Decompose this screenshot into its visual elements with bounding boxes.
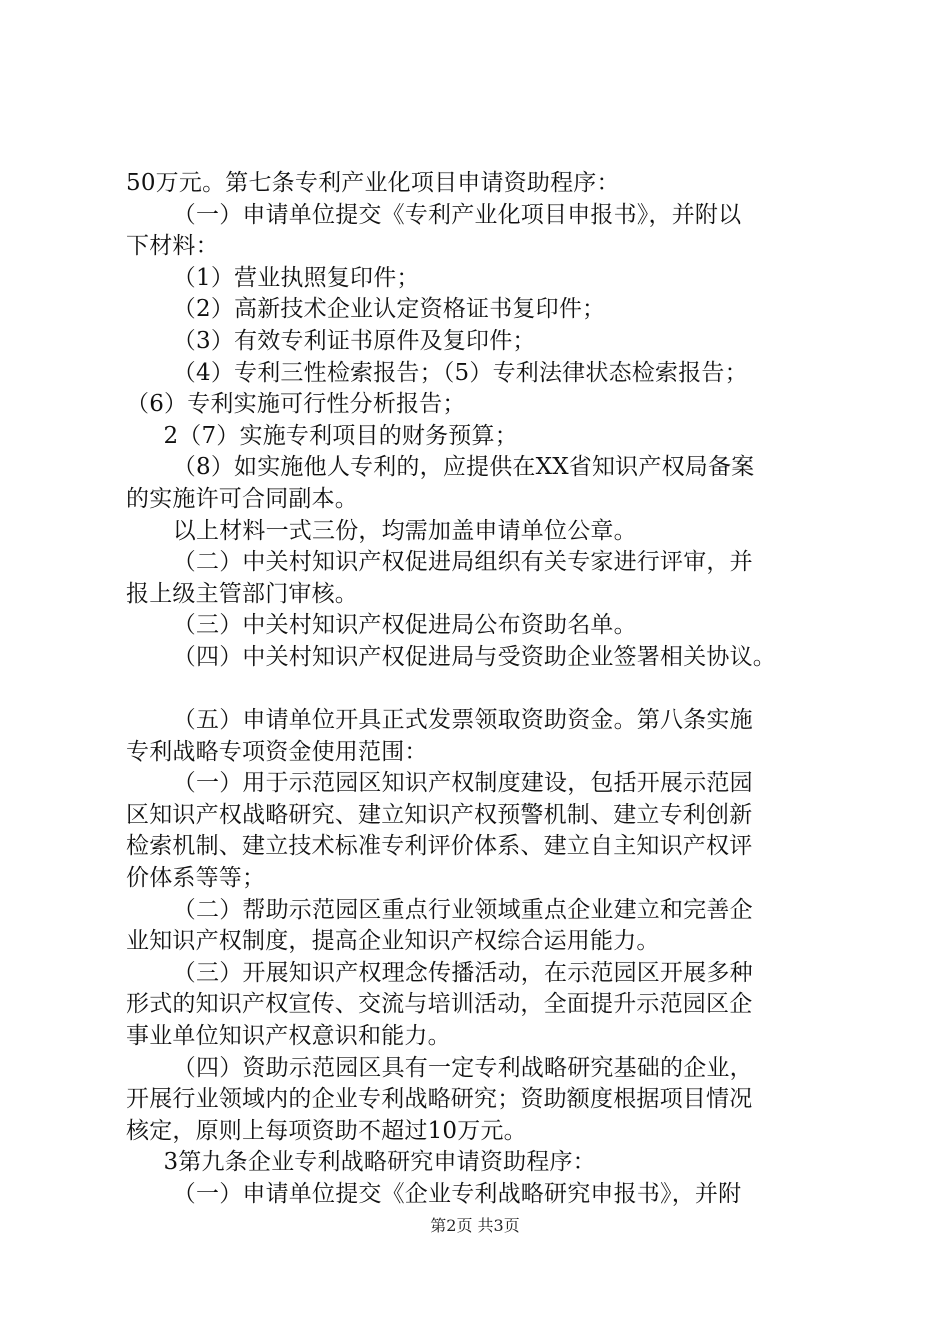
document-line: 形式的知识产权宣传、交流与培训活动，全面提升示范园区企: [126, 991, 753, 1018]
document-line: （四）资助示范园区具有一定专利战略研究基础的企业，: [172, 1054, 753, 1081]
document-line: 开展行业领域内的企业专利战略研究；资助额度根据项目情况: [126, 1086, 753, 1113]
document-line: （2）高新技术企业认定资格证书复印件；: [172, 296, 606, 323]
document-line: （3）有效专利证书原件及复印件；: [172, 327, 536, 354]
document-line: 价体系等等；: [126, 865, 266, 892]
document-line: （一）申请单位提交《专利产业化项目申报书》，并附以: [172, 201, 742, 228]
document-line: 下材料：: [126, 233, 219, 260]
document-line: 以上材料一式三份，均需加盖申请单位公章。: [172, 517, 637, 544]
document-body: [126, 168, 836, 1211]
document-line: （一）用于示范园区知识产权制度建设，包括开展示范园: [172, 770, 753, 797]
document-line: 报上级主管部门审核。: [126, 580, 358, 607]
document-line: （三）开展知识产权理念传播活动，在示范园区开展多种: [172, 959, 753, 986]
document-line: （四）中关村知识产权促进局与受资助企业签署相关协议。: [172, 643, 776, 670]
document-line: （五）申请单位开具正式发票领取资助资金。第八条实施: [172, 707, 753, 734]
document-line: 3第九条企业专利战略研究申请资助程序：: [163, 1149, 596, 1176]
document-line: 事业单位知识产权意识和能力。: [126, 1023, 451, 1050]
document-line: （二）中关村知识产权促进局组织有关专家进行评审，并: [172, 549, 753, 576]
document-line: 的实施许可合同副本。: [126, 485, 358, 512]
document-line: 2（7）实施专利项目的财务预算；: [163, 422, 518, 449]
document-line: 业知识产权制度，提高企业知识产权综合运用能力。: [126, 928, 660, 955]
document-line: [126, 674, 836, 706]
document-line: （一）申请单位提交《企业专利战略研究申报书》，并附: [172, 1181, 742, 1207]
document-line: 核定，原则上每项资助不超过10万元。: [126, 1117, 527, 1144]
document-line: 50万元。第七条专利产业化项目申请资助程序：: [126, 170, 620, 196]
document-line: 专利战略专项资金使用范围：: [126, 738, 428, 765]
document-line: （8）如实施他人专利的，应提供在XX省知识产权局备案: [172, 454, 755, 481]
document-line: （二）帮助示范园区重点行业领域重点企业建立和完善企: [172, 896, 753, 923]
document-line: （6）专利实施可行性分析报告；: [126, 391, 466, 418]
document-line: 区知识产权战略研究、建立知识产权预警机制、建立专利创新: [126, 801, 753, 828]
document-line: （1）营业执照复印件；: [172, 264, 420, 291]
document-line: （三）中关村知识产权促进局公布资助名单。: [172, 612, 637, 639]
document-line: （4）专利三性检索报告；（5）专利法律状态检索报告；: [172, 359, 748, 386]
page-footer: 第2页 共3页: [430, 1216, 520, 1235]
document-line: 检索机制、建立技术标准专利评价体系、建立自主知识产权评: [126, 833, 753, 860]
